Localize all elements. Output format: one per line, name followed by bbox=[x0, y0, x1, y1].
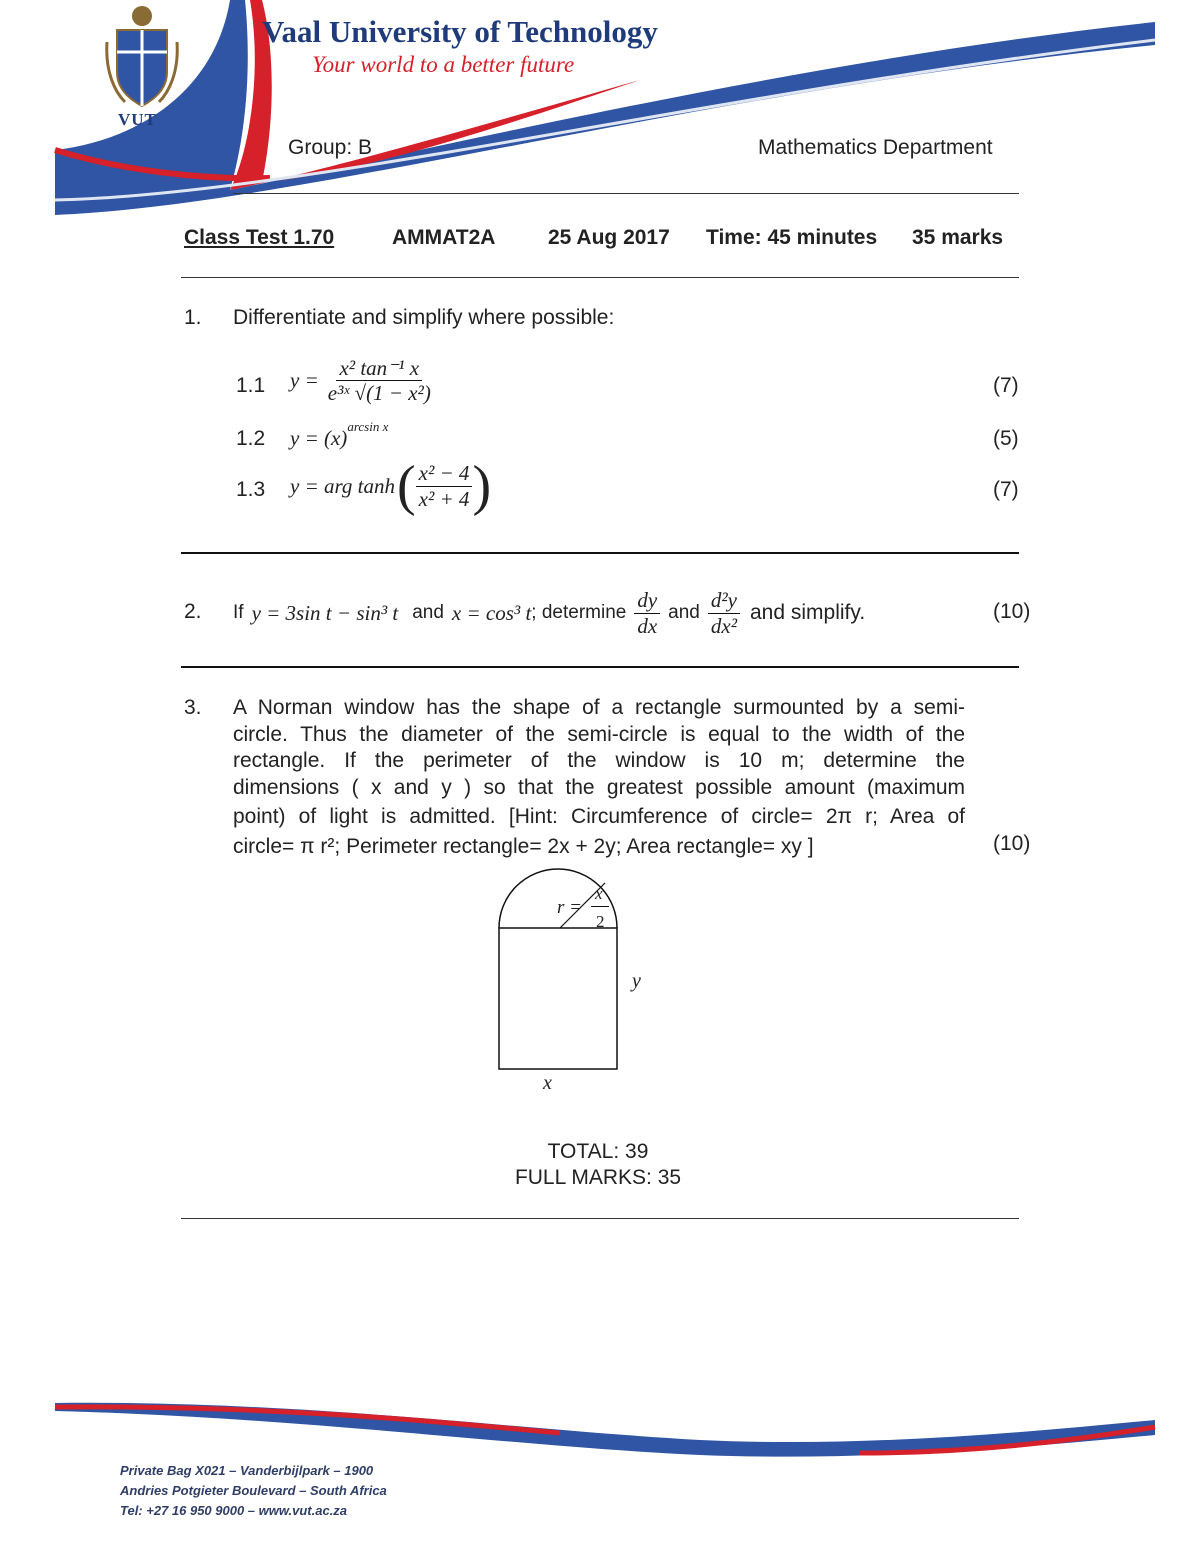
q1-2-marks: (5) bbox=[993, 427, 1019, 450]
q1-prompt: Differentiate and simplify where possible: bbox=[233, 306, 615, 329]
width-label: x bbox=[543, 1072, 552, 1094]
q3-marks: (10) bbox=[993, 832, 1031, 855]
footer-line: Tel: +27 16 950 9000 – www.vut.ac.za bbox=[120, 1503, 348, 1518]
q2-dx2: dx² bbox=[710, 613, 737, 638]
footer-line: Andries Potgieter Boulevard – South Africa bbox=[120, 1483, 387, 1498]
q1-1-numerator: x² tan⁻¹ x bbox=[336, 356, 422, 381]
q1-1-denominator: e³ˣ √(1 − x²) bbox=[327, 381, 431, 406]
logo-text: VUT bbox=[118, 110, 157, 129]
divider bbox=[181, 1218, 1019, 1219]
radius-x: x bbox=[595, 884, 603, 903]
radius-label: r = bbox=[557, 897, 582, 918]
q1-3-fraction bbox=[416, 461, 473, 510]
radius-two: 2 bbox=[596, 912, 605, 931]
full-marks-label: FULL MARKS: 35 bbox=[514, 1166, 682, 1189]
q3-line: circle. Thus the diameter of the semi-circle is equal to the width of the bbox=[233, 722, 965, 746]
q3-number: 3. bbox=[184, 696, 202, 719]
rectangle bbox=[499, 928, 617, 1069]
q1-3-equation bbox=[290, 455, 492, 517]
norman-window-diagram bbox=[480, 855, 670, 1105]
q2-and: and bbox=[412, 602, 444, 623]
q3-body bbox=[233, 695, 965, 860]
q2-marks: (10) bbox=[993, 600, 1031, 623]
radius-fraction-bar bbox=[591, 906, 609, 907]
q1-part-label: 1.3 bbox=[236, 478, 266, 501]
paren-left-icon: ( bbox=[396, 455, 416, 517]
q1-1-lhs: y = bbox=[290, 368, 319, 393]
divider bbox=[181, 666, 1019, 668]
paren-right-icon: ) bbox=[472, 455, 492, 517]
q2-determine: ; determine bbox=[531, 602, 627, 623]
q3-line: point) of light is admitted. [Hint: Circumference of circle= 2π r; Area of bbox=[233, 805, 965, 828]
q1-number: 1. bbox=[184, 306, 202, 329]
q2-number: 2. bbox=[184, 600, 202, 623]
q1-3-marks: (7) bbox=[993, 478, 1019, 501]
test-title: Class Test 1.70 bbox=[184, 226, 335, 249]
q1-1-equation bbox=[290, 356, 434, 405]
q1-1-marks: (7) bbox=[993, 374, 1019, 397]
q3-line: dimensions ( x and y ) so that the greatest possible amount (maximum bbox=[233, 775, 965, 799]
divider bbox=[233, 193, 1019, 194]
q3-line: rectangle. If the perimeter of the window is 10 m; determine the bbox=[233, 749, 965, 772]
university-crest-icon bbox=[105, 2, 180, 117]
q2-equation-y: y = 3sin t − sin³ t bbox=[251, 600, 399, 625]
q2-text bbox=[233, 585, 865, 641]
q2-second-derivative bbox=[708, 588, 740, 637]
q2-dx: dx bbox=[637, 613, 658, 638]
q2-if: If bbox=[233, 602, 244, 623]
university-name: Vaal University of Technology bbox=[262, 14, 658, 49]
q2-and: and bbox=[668, 602, 700, 623]
group-label: Group: B bbox=[288, 136, 373, 159]
q1-3-lhs: y = arg tanh bbox=[290, 473, 395, 498]
footer-line: Private Bag X021 – Vanderbijlpark – 1900 bbox=[120, 1463, 374, 1478]
course-code: AMMAT2A bbox=[392, 226, 496, 249]
divider bbox=[181, 552, 1019, 554]
q1-2-base: y = (x) bbox=[290, 426, 348, 450]
q3-line: circle= π r²; Perimeter rectangle= 2x + 2y; Area rectangle= xy ] bbox=[233, 834, 814, 858]
department-label: Mathematics Department bbox=[758, 136, 993, 159]
q1-part-label: 1.2 bbox=[236, 427, 266, 450]
total-label: TOTAL: 39 bbox=[547, 1140, 649, 1163]
height-label: y bbox=[632, 970, 641, 992]
university-slogan: Your world to a better future bbox=[312, 52, 575, 77]
q2-first-derivative bbox=[634, 588, 660, 637]
q3-line: A Norman window has the shape of a rectangle surmounted by a semi- bbox=[233, 696, 965, 719]
footer-swoosh bbox=[0, 1395, 1200, 1465]
test-marks: 35 marks bbox=[912, 226, 1004, 249]
q2-tail: and simplify. bbox=[750, 601, 866, 624]
q2-dy: dy bbox=[634, 588, 660, 613]
q2-equation-x: x = cos³ t bbox=[451, 600, 532, 625]
q1-2-equation bbox=[290, 419, 389, 451]
q2-d2y: d²y bbox=[708, 588, 740, 613]
test-date: 25 Aug 2017 bbox=[548, 226, 670, 249]
q1-1-fraction bbox=[325, 356, 434, 405]
q1-part-label: 1.1 bbox=[236, 374, 266, 397]
divider bbox=[181, 277, 1019, 278]
footer-address bbox=[120, 1461, 387, 1521]
q1-3-numerator: x² − 4 bbox=[416, 461, 473, 486]
test-time: Time: 45 minutes bbox=[706, 226, 878, 249]
q1-2-exponent: arcsin x bbox=[347, 419, 389, 434]
q1-3-denominator: x² + 4 bbox=[418, 486, 470, 511]
